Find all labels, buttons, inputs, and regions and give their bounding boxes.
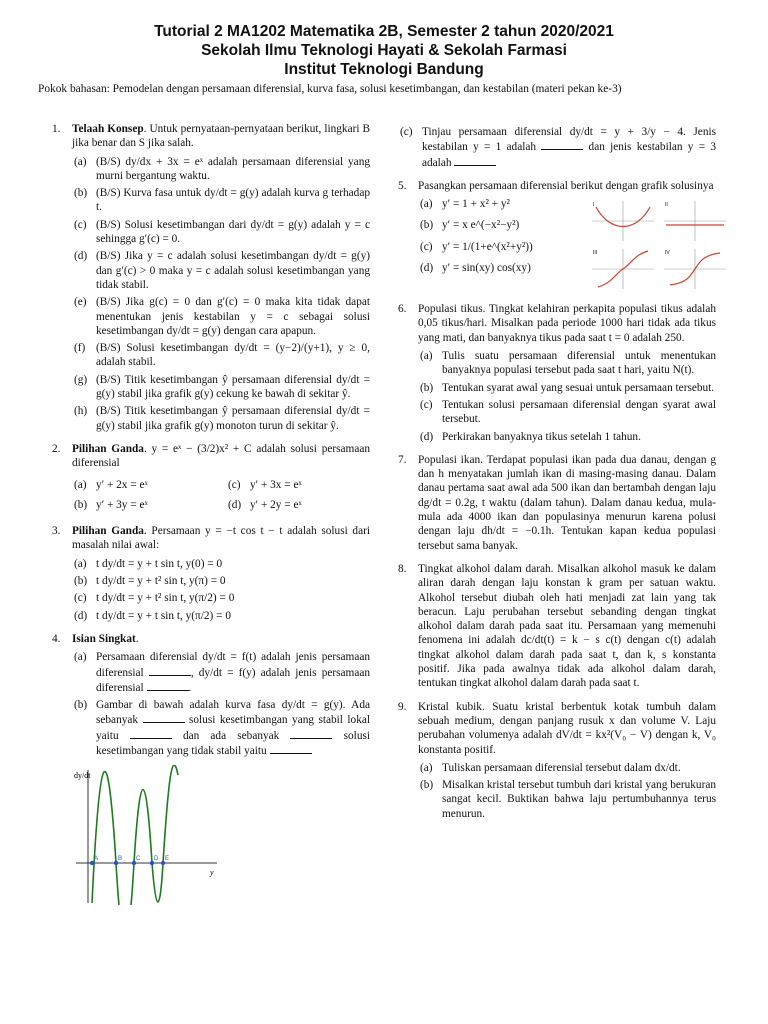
item-text: Tuliskan persamaan diferensial tersebut dalam dx/dt. xyxy=(442,761,681,774)
question-number: 9. xyxy=(398,700,407,713)
question-6 xyxy=(398,302,716,444)
q6-item-b xyxy=(418,381,716,395)
item-text: (B/S) Jika g(c) = 0 dan g′(c) = 0 maka kita tidak dapat menentukan jenis kestabilan y = c sebagai solusi kesetimbangan dy/dt = g(y) dengan cara apapun. xyxy=(96,296,370,337)
question-number: 7. xyxy=(398,453,407,466)
graph-label: II xyxy=(665,202,668,209)
q9-item-a xyxy=(418,761,716,775)
question-intro: Populasi tikus. Tingkat kelahiran perkapita populasi tikus adalah 0,05 tikus/hari. Misalkan pada periode 1000 hari tidak ada tikus yang mati, dan banyaknya tikus pada saat t = 0 adalah 250. xyxy=(418,303,716,344)
question-2 xyxy=(52,442,370,515)
q1-item-g xyxy=(72,373,370,402)
item-label: (b) xyxy=(420,779,434,792)
q1-item-b xyxy=(72,186,370,215)
item-text: (B/S) Solusi kesetimbangan dy/dt = (y−2)/(y+1), y ≥ 0, adalah stabil. xyxy=(96,342,370,369)
item-text: y′ = sin(xy) cos(xy) xyxy=(442,262,531,275)
question-number: 2. xyxy=(52,442,61,455)
answer-blank[interactable] xyxy=(147,680,189,691)
q1-item-f xyxy=(72,341,370,370)
item-label: (b) xyxy=(420,219,434,232)
graph-label: I xyxy=(593,202,595,209)
answer-blank[interactable] xyxy=(143,712,185,723)
q5-item-c xyxy=(418,240,578,254)
solution-graphs xyxy=(590,199,730,291)
item-label: (d) xyxy=(74,250,88,263)
q4-item-b xyxy=(72,698,370,758)
item-text: Tentukan syarat awal yang sesuai untuk persamaan tersebut. xyxy=(442,381,715,394)
item-text: Tinjau persamaan diferensial dy/dt = y + 3/y − 4. Jenis kestabilan y = 1 adalah xyxy=(422,126,716,154)
q1-item-h xyxy=(72,404,370,433)
q5-item-d xyxy=(418,261,578,275)
option-text: t dy/dt = y + t sin t, y(0) = 0 xyxy=(96,557,223,570)
item-label: (a) xyxy=(74,651,87,664)
answer-blank[interactable] xyxy=(130,728,172,739)
item-text: (B/S) dy/dx + 3x = eˣ adalah persamaan diferensial yang murni bergantung waktu. xyxy=(96,155,370,182)
item-label: (c) xyxy=(420,240,433,253)
option-text: t dy/dt = y + t² sin t, y(π) = 0 xyxy=(96,575,226,588)
item-label: (h) xyxy=(74,405,88,418)
header-line1: Tutorial 2 MA1202 Matematika 2B, Semester 2 tahun 2020/2021 xyxy=(154,23,614,40)
q3-option-b xyxy=(72,574,370,588)
item-label: (a) xyxy=(420,350,433,363)
question-intro: Kristal kubik. Suatu kristal berbentuk kotak tumbuh dalam sebuah medium, dengan panjang rusuk x dan volume V. Laju perubahan volumenya adalah dV/dt = kx²(V₀ − V) dengan k, V₀ konstanta positif. xyxy=(418,700,716,756)
option-label: (c) xyxy=(228,478,241,491)
item-text: (B/S) Titik kesetimbangan ŷ persamaan diferensial dy/dt = g(y) stabil jika grafik g(y) monoton turun di sekitar ŷ. xyxy=(96,405,370,432)
question-intro: Pasangkan persamaan diferensial berikut dengan grafik solusinya xyxy=(418,179,714,192)
item-label: (e) xyxy=(74,296,87,309)
graph-label: III xyxy=(593,250,598,257)
right-column xyxy=(398,122,716,830)
option-label: (b) xyxy=(74,498,88,511)
question-9 xyxy=(398,700,716,821)
option-text: y′ + 3x = eˣ xyxy=(250,478,302,491)
question-8 xyxy=(398,562,716,691)
item-text: solusi kesetimbangan yang stabil lokal yaitu xyxy=(96,714,370,742)
answer-blank[interactable] xyxy=(149,665,191,676)
q1-item-d xyxy=(72,249,370,292)
item-label: (a) xyxy=(420,761,433,774)
left-column xyxy=(52,122,370,919)
q2-option-c xyxy=(226,478,370,492)
option-text: y′ + 2x = eˣ xyxy=(96,478,148,491)
item-text: . xyxy=(188,681,192,694)
question-title: Telaah Konsep xyxy=(72,123,144,135)
item-label: (d) xyxy=(420,430,434,443)
graph-i xyxy=(590,199,656,243)
question-title: Pilihan Ganda xyxy=(72,525,144,538)
q1-item-e xyxy=(72,295,370,338)
option-label: (c) xyxy=(74,592,87,605)
option-label: (d) xyxy=(228,498,242,511)
item-label: (b) xyxy=(74,699,88,712)
q9-item-b xyxy=(418,778,716,821)
q6-item-c xyxy=(418,398,716,427)
option-label: (a) xyxy=(74,557,87,570)
graph-ii xyxy=(662,199,728,243)
answer-blank[interactable] xyxy=(541,139,583,150)
item-text: y′ = 1/(1+e^(x²+y²)) xyxy=(442,240,533,253)
q3-option-d xyxy=(72,609,370,623)
q6-item-a xyxy=(418,349,716,378)
item-label: (a) xyxy=(74,155,87,168)
point-label-d: D xyxy=(154,856,159,863)
option-text: y′ + 2y = eˣ xyxy=(250,498,302,511)
question-number: 6. xyxy=(398,303,407,316)
item-label: (b) xyxy=(74,187,88,200)
question-number: 1. xyxy=(52,123,61,135)
item-text: Tentukan solusi persamaan diferensial dengan syarat awal tersebut. xyxy=(442,398,716,426)
y-axis-label: dy/dt xyxy=(74,771,91,781)
question-number: 5. xyxy=(398,179,407,192)
header-line3: Institut Teknologi Bandung xyxy=(284,61,484,78)
answer-blank[interactable] xyxy=(290,728,332,739)
item-text: y′ = x e^(−x²−y²) xyxy=(442,219,520,232)
item-label: (a) xyxy=(420,198,433,211)
point-label-e: E xyxy=(165,856,170,863)
item-label: (b) xyxy=(420,381,434,394)
question-1 xyxy=(52,122,370,433)
graph-label: IV xyxy=(665,250,670,257)
item-text: Tulis suatu persamaan diferensial untuk menentukan banyaknya populasi tersebut pada saat t hari, yaitu N(t). xyxy=(442,350,716,377)
question-title: Isian Singkat xyxy=(72,632,136,645)
option-text: t dy/dt = y + t sin t, y(π/2) = 0 xyxy=(96,609,231,622)
q2-option-d xyxy=(226,498,370,512)
item-text: (B/S) Solusi kesetimbangan dari dy/dt = g(y) adalah y = c sehingga g′(c) = 0. xyxy=(96,218,370,246)
document-header xyxy=(0,22,768,79)
answer-blank[interactable] xyxy=(454,155,496,166)
question-number: 4. xyxy=(52,632,61,645)
q3-option-c xyxy=(72,591,370,605)
question-5 xyxy=(398,179,716,293)
graph-iii xyxy=(590,247,656,291)
item-text: (B/S) Jika y = c adalah solusi kesetimbangan dy/dt = g(y) dan g′(c) > 0 maka y = c adalah solusi kesetimbangan yang tidak stabil. xyxy=(96,250,370,291)
item-text: (B/S) Kurva fasa untuk dy/dt = g(y) adalah kurva g terhadap t. xyxy=(96,187,370,214)
x-axis-label: y xyxy=(210,868,214,878)
topic-text: Pokok bahasan: Pemodelan dengan persamaan diferensial, kurva fasa, solusi kesetimbangan, dan kestabilan (materi pekan ke-3) xyxy=(38,83,622,95)
q5-item-a xyxy=(418,197,578,211)
question-intro: . y = eˣ − (3/2)x² + C adalah solusi persamaan diferensial xyxy=(72,442,370,470)
item-label: (c) xyxy=(420,398,433,411)
item-label: (f) xyxy=(74,342,86,355)
item-label: (g) xyxy=(74,373,88,386)
q3-option-a xyxy=(72,557,370,571)
option-label: (d) xyxy=(74,609,88,622)
item-text: solusi kesetimbangan yang tidak stabil yaitu xyxy=(96,729,371,757)
header-line2: Sekolah Ilmu Teknologi Hayati & Sekolah Farmasi xyxy=(201,42,567,59)
q2-option-a xyxy=(72,478,216,492)
q5-item-b xyxy=(418,218,578,232)
question-text: Tingkat alkohol dalam darah. Misalkan alkohol masuk ke dalam aliran darah dengan laju konstan k gram per satuan waktu. Alkohol tersebut diubah oleh hati menjadi zat lain yang tak beracun. Laju perubahan tersebut sebanding dengan tingkat alkohol dalam darah pada saat itu. Persamaan yang memenuhi fenomena ini adalah dc/dt(t) = k − s c(t) dengan c(t) adalah tingkat alkohol dalam darah pada saat t, dan k, s konstanta positif. Jika pada awalnya tidak ada alkohol dalam darah, tentukan tingkat alkohol dalam darah pada saat t. xyxy=(418,562,716,690)
graph-iv xyxy=(662,247,728,291)
item-text: dan ada sebanyak xyxy=(182,729,280,742)
item-label: (d) xyxy=(420,262,434,275)
question-intro: . xyxy=(135,632,139,645)
option-label: (a) xyxy=(74,478,87,491)
question-number: 3. xyxy=(52,525,61,538)
question-7 xyxy=(398,453,716,553)
q2-option-b xyxy=(72,498,216,512)
question-3 xyxy=(52,524,370,623)
item-text: Gambar di bawah adalah kurva fasa dy/dt = g(y). Ada sebanyak xyxy=(96,699,370,727)
option-label: (b) xyxy=(74,575,88,588)
question-4 xyxy=(52,632,370,910)
item-label: (c) xyxy=(400,126,413,138)
item-text: Misalkan kristal tersebut tumbuh dari kristal yang berukuran sangat kecil. Buktikan bahwa laju pertumbuhannya terus menurun. xyxy=(442,779,716,820)
question-title: Pilihan Ganda xyxy=(72,442,144,455)
item-text: Persamaan diferensial dy/dt = f(t) adalah jenis persamaan diferensial xyxy=(96,651,370,679)
point-label-c: C xyxy=(136,856,141,863)
point-label-a: A xyxy=(94,856,99,863)
question-intro: . Persamaan y = −t cos t − t adalah solusi dari masalah nilai awal: xyxy=(72,525,370,552)
option-text: y′ + 3y = eˣ xyxy=(96,498,148,511)
question-number: 8. xyxy=(398,562,407,575)
item-label: (c) xyxy=(74,218,87,231)
q4-item-a xyxy=(72,650,370,695)
item-text: Perkirakan banyaknya tikus setelah 1 tahun. xyxy=(442,430,641,443)
phase-curve-plot xyxy=(72,765,222,905)
q4-item-c xyxy=(398,125,716,170)
phase-curve xyxy=(92,765,178,905)
q6-item-d xyxy=(418,430,716,444)
q1-item-c xyxy=(72,218,370,247)
item-text: , dy/dt = f(y) adalah jenis persamaan diferensial xyxy=(96,666,370,694)
question-text: Populasi ikan. Terdapat populasi ikan pada dua danau, dengan g dan h menyatakan jumlah ikan di masing-masing danau. Dalam danau pertama saat awal ada 500 ikan dan bertambah dengan laju dg/dt = 0.2g, t waktu (dalam tahun). Dalam danau kedua, mula-mula ada 4000 ikan dan populasinya menurun karena polusi dengan laju dh/dt = −0.1h. Tentukan kapan kedua populasi tersebut sama banyak. xyxy=(418,453,716,552)
item-text: (B/S) Titik kesetimbangan ŷ persamaan diferensial dy/dt = g(y) stabil jika grafik g(y) cekung ke bawah di sekitar ŷ. xyxy=(96,373,370,401)
answer-blank[interactable] xyxy=(270,743,312,754)
question-intro: . Untuk pernyataan-pernyataan berikut, lingkari B jika benar dan S jika salah. xyxy=(72,123,371,150)
q1-item-a xyxy=(72,155,370,184)
item-text: y′ = 1 + x² + y² xyxy=(442,198,510,211)
point-label-b: B xyxy=(118,856,123,863)
option-text: t dy/dt = y + t² sin t, y(π/2) = 0 xyxy=(96,592,235,605)
item-text: dan jenis kestabilan y = 3 adalah xyxy=(422,141,716,169)
